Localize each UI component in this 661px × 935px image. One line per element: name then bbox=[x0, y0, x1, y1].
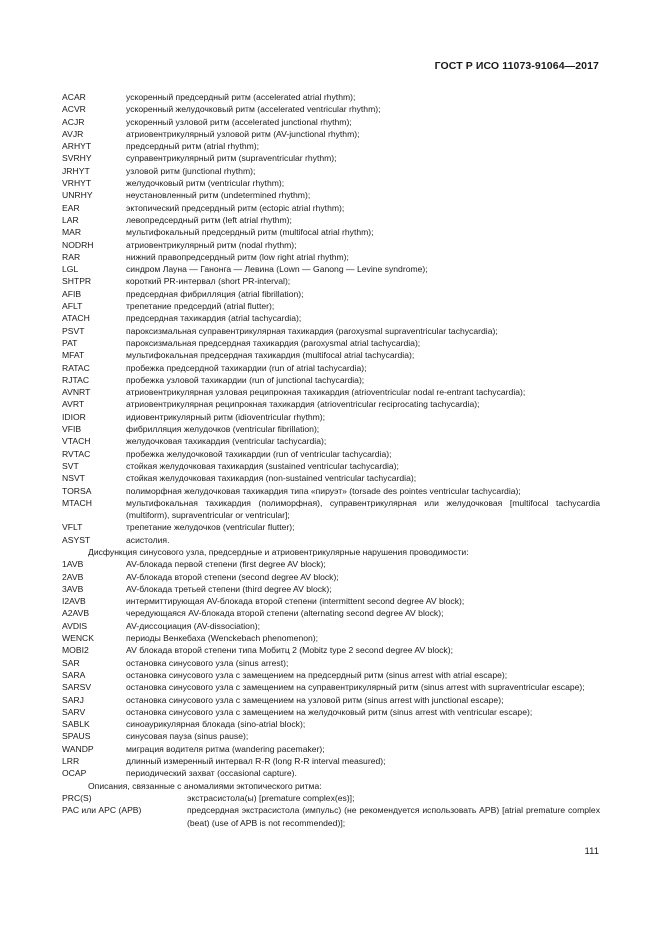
list-item bbox=[62, 657, 600, 669]
list-item bbox=[62, 792, 600, 804]
abbreviation: AFLT bbox=[62, 301, 83, 312]
definition: атриовентрикулярная реципрокная тахикардия (atrioventricular reciprocating tachycardia); bbox=[126, 399, 480, 410]
definition: стойкая желудочковая тахикардия (sustained ventricular tachycardia); bbox=[126, 460, 399, 471]
definition: предсердная тахикардия (atrial tachycardia); bbox=[126, 313, 302, 324]
abbreviation: NSVT bbox=[62, 473, 85, 484]
list-item bbox=[62, 226, 600, 238]
list-item bbox=[62, 288, 600, 300]
definition: AV-блокада третьей степени (third degree AV block); bbox=[126, 583, 332, 594]
abbreviation: AVJR bbox=[62, 128, 84, 139]
list-item bbox=[62, 706, 600, 718]
abbreviation: ACAR bbox=[62, 92, 86, 102]
list-item bbox=[62, 448, 600, 460]
abbreviation: VRHYT bbox=[62, 178, 92, 189]
list-item bbox=[62, 521, 600, 533]
list-item bbox=[62, 485, 600, 497]
abbreviation: MOBI2 bbox=[62, 645, 89, 656]
abbreviation: AVDIS bbox=[62, 620, 88, 631]
abbreviation: SARSV bbox=[62, 682, 92, 693]
list-item bbox=[62, 694, 600, 706]
definition: асистолия. bbox=[126, 534, 170, 545]
abbreviation: SABLK bbox=[62, 719, 90, 730]
abbreviation: NODRH bbox=[62, 239, 94, 250]
abbreviation: VFIB bbox=[62, 424, 82, 435]
abbreviation: IDIOR bbox=[62, 411, 86, 422]
abbreviation: SAR bbox=[62, 657, 80, 668]
abbreviation: WENCK bbox=[62, 633, 94, 644]
list-item bbox=[62, 398, 600, 410]
abbreviation: RAR bbox=[62, 251, 81, 262]
definition: синоаурикулярная блокада (sino-atrial block); bbox=[126, 719, 306, 730]
conduction-section bbox=[62, 558, 600, 779]
abbreviation: TORSA bbox=[62, 485, 92, 496]
list-item bbox=[62, 497, 600, 522]
list-item bbox=[62, 718, 600, 730]
list-item bbox=[62, 91, 600, 103]
definition: мультифокальная предсердная тахикардия (multifocal atrial tachycardia); bbox=[126, 350, 415, 361]
page-number: 111 bbox=[584, 846, 599, 857]
definition: пробежка предсердной тахикардии (run of atrial tachycardia); bbox=[126, 362, 367, 373]
list-item bbox=[62, 386, 600, 398]
abbreviation: VTACH bbox=[62, 436, 91, 447]
abbreviation: AFIB bbox=[62, 288, 82, 299]
definition: желудочковая тахикардия (ventricular tachycardia); bbox=[126, 436, 327, 447]
definition: неустановленный ритм (undetermined rhythm); bbox=[126, 190, 311, 201]
list-item bbox=[62, 300, 600, 312]
definition: интермиттирующая AV-блокада второй степени (intermittent second degree AV block); bbox=[126, 596, 465, 607]
list-item bbox=[62, 239, 600, 251]
abbreviation: LGL bbox=[62, 264, 79, 275]
list-item bbox=[62, 460, 600, 472]
list-item bbox=[62, 275, 600, 287]
definition: нижний правопредсердный ритм (low right atrial rhythm); bbox=[126, 251, 349, 262]
abbreviation: LAR bbox=[62, 214, 79, 225]
abbreviation: AVNRT bbox=[62, 387, 91, 398]
list-item bbox=[62, 681, 600, 693]
definition: узловой ритм (junctional rhythm); bbox=[126, 165, 256, 176]
definition: атриовентрикулярная узловая реципрокная тахикардия (atrioventricular nodal re-entrant tachycardia); bbox=[126, 387, 526, 398]
list-item bbox=[62, 103, 600, 115]
abbreviation: MFAT bbox=[62, 350, 85, 361]
abbreviation: EAR bbox=[62, 202, 80, 213]
abbreviation: SVRHY bbox=[62, 153, 92, 164]
definition: остановка синусового узла с замещением на желудочковый ритм (sinus arrest with ventricular escape); bbox=[126, 706, 533, 717]
list-item bbox=[62, 558, 600, 570]
definition: эктопический предсердный ритм (ectopic atrial rhythm); bbox=[126, 202, 345, 213]
conduction-heading: Дисфункция синусового узла, предсердные и атриовентрикулярные нарушения проводимости: bbox=[88, 546, 469, 557]
list-item bbox=[62, 251, 600, 263]
definition: остановка синусового узла с замещением на предсердный ритм (sinus arrest with atrial escape); bbox=[126, 669, 508, 680]
abbreviation: OCAP bbox=[62, 768, 87, 779]
definition: пароксизмальная суправентрикулярная тахикардия (paroxysmal supraventricular tachycardia); bbox=[126, 325, 498, 336]
abbreviation: WANDP bbox=[62, 743, 94, 754]
definition: желудочковый ритм (ventricular rhythm); bbox=[126, 178, 285, 189]
definition: синдром Лауна — Ганонга — Левина (Lown — Ganong — Levine syndrome); bbox=[126, 264, 428, 275]
abbreviation: SARV bbox=[62, 706, 86, 717]
definition: экстрасистола(ы) [premature complex(es)]; bbox=[187, 792, 355, 803]
list-item bbox=[62, 337, 600, 349]
list-item bbox=[62, 767, 600, 779]
definition: ускоренный узловой ритм (accelerated junctional rhythm); bbox=[126, 116, 352, 127]
rhythm-section bbox=[62, 91, 600, 546]
definition: суправентрикулярный ритм (supraventricular rhythm); bbox=[126, 153, 337, 164]
abbreviation: SHTPR bbox=[62, 276, 92, 287]
definition: AV блокада второй степени типа Мобитц 2 (Mobitz type 2 second degree AV block); bbox=[126, 645, 453, 656]
abbreviation: PSVT bbox=[62, 325, 85, 336]
abbreviation: VFLT bbox=[62, 522, 83, 533]
definition: короткий PR-интервал (short PR-interval); bbox=[126, 276, 291, 287]
definition: синусовая пауза (sinus pause); bbox=[126, 731, 249, 742]
abbreviation: SARA bbox=[62, 669, 86, 680]
abbreviation: SARJ bbox=[62, 694, 84, 705]
abbreviation: I2AVB bbox=[62, 596, 86, 607]
list-item bbox=[62, 189, 600, 201]
list-item bbox=[62, 571, 600, 583]
definition: трепетание предсердий (atrial flutter); bbox=[126, 301, 275, 312]
definition: миграция водителя ритма (wandering pacemaker); bbox=[126, 743, 325, 754]
list-item bbox=[62, 325, 600, 337]
definition: AV-диссоциация (AV-dissociation); bbox=[126, 620, 260, 631]
definition: ускоренный предсердный ритм (accelerated atrial rhythm); bbox=[126, 92, 356, 102]
definition: фибрилляция желудочков (ventricular fibrillation); bbox=[126, 424, 320, 435]
definition: остановка синусового узла с замещением на суправентрикулярный ритм (sinus arrest with supraventricular escape); bbox=[126, 682, 585, 693]
definition: идиовентрикулярный ритм (idioventricular rhythm); bbox=[126, 411, 326, 422]
list-item bbox=[62, 632, 600, 644]
list-item bbox=[62, 583, 600, 595]
list-item bbox=[62, 669, 600, 681]
ectopic-heading: Описания, связанные с аномалиями эктопического ритма: bbox=[88, 780, 322, 791]
definition: чередующаяся AV-блокада второй степени (alternating second degree AV block); bbox=[126, 608, 444, 619]
abbreviation-list bbox=[62, 91, 600, 829]
list-item bbox=[62, 152, 600, 164]
abbreviation: AVRT bbox=[62, 399, 85, 410]
list-item bbox=[62, 472, 600, 484]
definition: ускоренный желудочковый ритм (accelerated ventricular rhythm); bbox=[126, 104, 381, 115]
abbreviation: SVT bbox=[62, 460, 79, 471]
definition: остановка синусового узла (sinus arrest); bbox=[126, 657, 289, 668]
list-item bbox=[62, 116, 600, 128]
definition: стойкая желудочковая тахикардия (non-sustained ventricular tachycardia); bbox=[126, 473, 417, 484]
abbreviation: MTACH bbox=[62, 497, 92, 508]
definition: пробежка узловой тахикардии (run of junctional tachycardia); bbox=[126, 374, 365, 385]
list-item bbox=[62, 644, 600, 656]
list-item bbox=[62, 743, 600, 755]
definition: AV-блокада второй степени (second degree AV block); bbox=[126, 571, 339, 582]
abbreviation: ARHYT bbox=[62, 141, 92, 152]
abbreviation: LRR bbox=[62, 756, 80, 767]
abbreviation: 3AVB bbox=[62, 583, 84, 594]
abbreviation: A2AVB bbox=[62, 608, 90, 619]
definition: периодический захват (occasional capture). bbox=[126, 768, 297, 779]
definition: предсердная фибрилляция (atrial fibrillation); bbox=[126, 288, 304, 299]
list-item bbox=[62, 607, 600, 619]
list-item bbox=[62, 374, 600, 386]
definition: остановка синусового узла с замещением на узловой ритм (sinus arrest with junctional escape); bbox=[126, 694, 504, 705]
ectopic-section bbox=[62, 792, 600, 829]
list-item bbox=[62, 730, 600, 742]
abbreviation: SPAUS bbox=[62, 731, 91, 742]
definition: пароксизмальная предсердная тахикардия (paroxysmal atrial tachycardia); bbox=[126, 337, 421, 348]
definition: трепетание желудочков (ventricular flutter); bbox=[126, 522, 295, 533]
definition: мультифокальный предсердный ритм (multifocal atrial rhythm); bbox=[126, 227, 374, 238]
abbreviation: MAR bbox=[62, 227, 82, 238]
definition: периоды Венкебаха (Wenckebach phenomenon); bbox=[126, 633, 319, 644]
definition: AV-блокада первой степени (first degree AV block); bbox=[126, 559, 326, 570]
list-item bbox=[62, 140, 600, 152]
abbreviation: PAT bbox=[62, 337, 78, 348]
abbreviation: 2AVB bbox=[62, 571, 84, 582]
abbreviation: ASYST bbox=[62, 534, 91, 545]
abbreviation: RVTAC bbox=[62, 448, 91, 459]
list-item bbox=[62, 411, 600, 423]
list-item bbox=[62, 214, 600, 226]
definition: длинный измеренный интервал R-R (long R-R interval measured); bbox=[126, 756, 386, 767]
abbreviation: RJTAC bbox=[62, 374, 90, 385]
list-item bbox=[62, 165, 600, 177]
abbreviation: ATACH bbox=[62, 313, 90, 324]
definition: атриовентрикулярный ритм (nodal rhythm); bbox=[126, 239, 297, 250]
abbreviation: UNRHY bbox=[62, 190, 93, 201]
abbreviation: ACVR bbox=[62, 104, 86, 115]
list-item bbox=[62, 755, 600, 767]
list-item bbox=[62, 312, 600, 324]
abbreviation: PAC или APC (APB) bbox=[62, 805, 142, 816]
document-header-title: ГОСТ Р ИСО 11073-91064—2017 bbox=[434, 60, 599, 72]
list-item bbox=[62, 128, 600, 140]
list-item bbox=[62, 362, 600, 374]
definition: предсердный ритм (atrial rhythm); bbox=[126, 141, 260, 152]
list-item bbox=[62, 435, 600, 447]
definition: левопредсердный ритм (left atrial rhythm); bbox=[126, 214, 292, 225]
abbreviation: PRC(S) bbox=[62, 792, 92, 803]
list-item bbox=[62, 804, 600, 829]
list-item bbox=[62, 263, 600, 275]
list-item bbox=[62, 423, 600, 435]
abbreviation: JRHYT bbox=[62, 165, 90, 176]
list-item bbox=[62, 202, 600, 214]
list-item bbox=[62, 349, 600, 361]
definition: полиморфная желудочковая тахикардия типа «пируэт» (torsade des pointes ventricular tachycardia); bbox=[126, 485, 521, 496]
definition: пробежка желудочковой тахикардии (run of ventricular tachycardia); bbox=[126, 448, 392, 459]
list-item bbox=[62, 534, 600, 546]
list-item bbox=[62, 177, 600, 189]
definition: атриовентрикулярный узловой ритм (AV-junctional rhythm); bbox=[126, 128, 360, 139]
definition: предсердная экстрасистола (импульс) (не рекомендуется использовать APB) [atrial premature complex (beat) (use of APB is not recommended)]; bbox=[187, 805, 600, 828]
abbreviation: RATAC bbox=[62, 362, 90, 373]
list-item bbox=[62, 620, 600, 632]
abbreviation: ACJR bbox=[62, 116, 85, 127]
list-item bbox=[62, 595, 600, 607]
abbreviation: 1AVB bbox=[62, 559, 84, 570]
definition: мультифокальная тахикардия (полиморфная), суправентрикулярная или желудочковая [multifocal tachycardia (multiform), supraventricular or ventricular]; bbox=[126, 497, 600, 521]
